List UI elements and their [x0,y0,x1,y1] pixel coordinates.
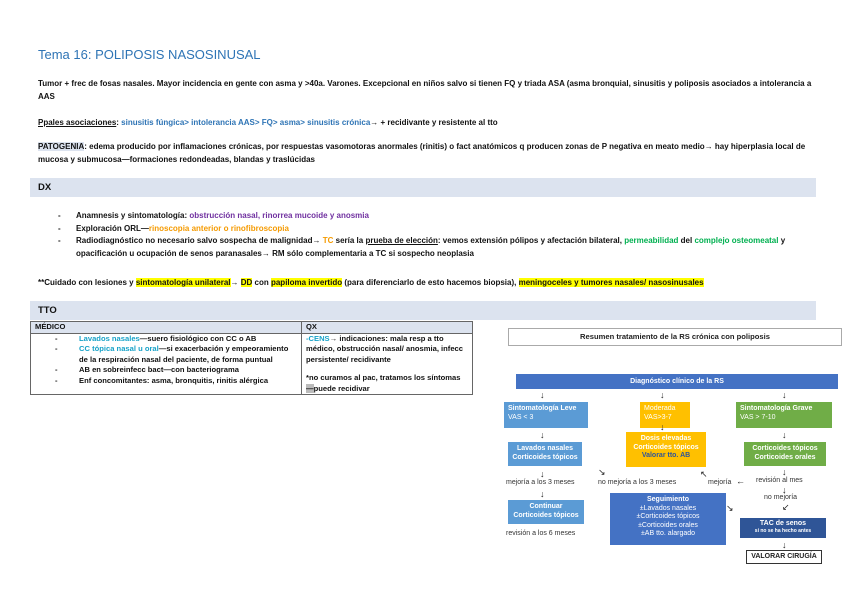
flow-arrow-6: ↓ [782,430,787,440]
flowchart [500,322,848,572]
dx-radio-e: y opacificación u ocupación de senos paranasales→ RM sólo complementaria a TC si sospecho neoplasia [76,236,786,258]
flow-lavados [508,442,582,466]
dx-heading: DX [30,178,816,197]
flow-tac [740,518,826,538]
intro-paragraph: Tumor + frec de fosas nasales. Mayor incidencia en gente con asma y >40a. Varones. Excepcional en niños salvo si tienen FQ y triada ASA (asma bronquial, sinusitis y poliposis asociados a intolerancia a AAS [38,79,812,101]
flow-arrow-9: ↖ [700,469,708,479]
flow-arrow-7: ↓ [540,469,545,479]
flow-tac-b: si no se ha hecho antes [754,528,812,534]
dx-radio-d: del [678,236,695,245]
patogenia-text: : edema producido por inflamaciones crónicas, por respuestas vasomotoras anormales (rinitis) o fact anatómicos q producen zonas de P negativa en meato medio→ hay hiperplasia local de mucosa y submucosa—formaciones redondeadas, blandas y traslúcidas [38,142,806,164]
medico-item-cc [35,344,297,365]
qx-indicaciones [306,334,468,366]
flow-title: Resumen tratamiento de la RS crónica con poliposis [508,328,842,346]
flow-revision-6: revisión a los 6 meses [506,530,576,537]
dx-radio-complejo: complejo osteomeatal [694,236,779,245]
flow-arrow-4: ↓ [540,430,545,440]
medico-item-enf: - Enf concomitantes: asma, bronquitis, rinitis alérgica [35,376,297,387]
cuidado-paragraph [38,276,818,289]
dx-radio-prueba: prueba de elección [365,236,438,245]
medico-cc-rest: —si exacerbación y empeoramiento de la respiración nasal del paciente, de forma puntual [79,344,289,364]
flow-diagnostico: Diagnóstico clínico de la RS [516,374,838,389]
flow-arrow-8: ↘ [598,467,606,477]
flow-seguimiento-b: ±Lavados nasales [639,504,697,512]
flow-lavados-a: Lavados nasales [516,445,574,452]
flow-mejoria: mejoría [708,479,732,486]
flow-mejoria-3: mejoría a los 3 meses [506,479,575,486]
dx-anamnesis-value: obstrucción nasal, rinorrea mucoide y anosmia [189,211,369,220]
flow-arrow-5: ↓ [660,422,665,432]
qx-nota-b: puede recidivar [313,383,370,393]
flow-corticoides-b: Corticoides orales [754,453,816,461]
flow-lavados-b: Corticoides tópicos [512,453,578,461]
flow-seguimiento-d: ±Corticoides orales [638,521,698,529]
asociaciones-rest: → + recidivante y resistente al tto [370,118,498,127]
medico-lavados: Lavados nasales [79,333,140,343]
cuidado-a: **Cuidado con lesiones y [38,278,136,287]
flow-arrow-12: ↓ [540,489,545,499]
flow-arrow-3: ↓ [782,390,787,400]
flow-dosis-b: Corticoides tópicos [633,443,699,451]
cuidado-h: meningoceles y tumores nasales/ nasosinusales [518,278,704,287]
cell-medico [31,333,302,395]
dx-radio-a: Radiodiagnóstico no necesario salvo sospecha de malignidad→ [76,236,323,245]
dx-radio-c: : vemos extensión pólipos y afectación bilateral, [437,236,625,245]
flow-arrow-2: ↓ [660,390,665,400]
cuidado-b: sintomatología unilateral [135,278,231,287]
asociaciones-sep: : [116,118,122,127]
flow-dosis-a: Dosis elevadas [640,435,692,442]
cuidado-d: DD [240,278,253,287]
dx-radio-tc: TC [322,236,334,245]
flow-moderada-a: Moderada [644,405,676,412]
qx-nota [306,373,468,394]
flow-grave [736,402,832,428]
flow-seguimiento-a: Seguimiento [646,496,689,503]
dx-exploracion-value: rinoscopia anterior o rinofibroscopia [148,223,289,233]
col-qx: QX [302,322,473,334]
qx-nota-a: *no curamos al pac, tratamos los síntomas [306,373,461,382]
flow-seguimiento [610,493,726,545]
medico-item-ab: - AB en sobreinfecc bact—con bacteriograma [35,365,297,376]
patogenia-paragraph [38,140,814,166]
cuidado-e: con [252,278,271,287]
patogenia-label: PATOGENIA [38,142,85,151]
dx-radio-perm: permeabilidad [624,236,679,245]
medico-item-lavados [35,334,297,345]
flow-seguimiento-e: ±AB tto. alargado [640,530,696,538]
flow-corticoides-a: Corticoides tópicos [752,445,818,452]
flow-grave-b: VAS > 7-10 [740,413,776,421]
flow-arrow-10: ↓ [782,467,787,477]
flow-dosis-c: Valorar tto. AB [641,452,691,459]
flow-continuar [508,500,584,524]
cell-qx [302,333,473,395]
tto-heading: TTO [30,301,816,320]
dx-radio-b: sería la [333,236,366,245]
medico-cc: CC tópica nasal u oral [79,344,159,353]
qx-nota-dash: — [306,383,314,393]
flow-leve-b: VAS < 3 [508,413,534,421]
flow-continuar-a: Continuar [529,503,563,510]
dx-item-exploracion [58,223,818,236]
qx-cens: -CENS [306,333,330,343]
medico-lavados-rest: —suero fisiológico con CC o AB [139,333,257,343]
flow-arrow-16: ↓ [782,540,787,550]
dx-anamnesis-label: Anamnesis y sintomatología: [76,211,190,220]
flow-continuar-b: Corticoides tópicos [513,511,579,519]
flow-dosis [626,432,706,467]
flow-revision-mes: revisión al mes [756,477,803,484]
col-medico: MÉDICO [31,322,302,334]
flow-corticoides [744,442,826,466]
dx-exploracion-label: Exploración ORL— [76,223,149,233]
dx-item-anamnesis [58,210,818,223]
flow-arrow-11: ← [736,476,745,486]
flow-arrow-13: ↓ [782,485,787,495]
flow-no-mejoria: no mejoría [764,494,798,501]
asociaciones-label: Ppales asociaciones [38,118,117,127]
flow-moderada-b: VAS>3-7 [644,413,672,421]
dx-item-radiodiagnostico [58,235,818,260]
flow-grave-a: Sintomatología Grave [740,405,813,412]
flow-arrow-15: ↘ [726,503,734,513]
flow-leve [504,402,588,428]
cuidado-f: papiloma invertido [270,278,343,287]
flow-arrow-1: ↓ [540,390,545,400]
asociaciones-chain: sinusitis fúngica> intolerancia AAS> FQ> asma> sinusitis crónica [121,118,371,127]
flow-moderada [640,402,690,428]
cuidado-g: (para diferenciarlo de esto hacemos biopsia), [342,278,519,287]
dx-list [58,210,818,260]
asociaciones-paragraph [38,116,814,129]
flow-leve-a: Sintomatología Leve [508,405,577,412]
page-title: Tema 16: POLIPOSIS NASOSINUSAL [38,47,261,62]
cuidado-c: → [230,278,241,287]
flow-no-mejoria-3: no mejoría a los 3 meses [598,479,677,486]
tto-table [30,321,473,395]
flow-arrow-14: ↙ [782,502,790,512]
flow-valorar-cirugia: VALORAR CIRUGÍA [746,550,822,564]
flow-seguimiento-c: ±Corticoides tópicos [636,513,700,521]
flow-tac-a: TAC de senos [759,520,807,527]
qx-indicaciones-text: → indicaciones: mala resp a tto médico, obstrucción nasal/ anosmia, infecc persistente/ recidivante [306,333,463,364]
